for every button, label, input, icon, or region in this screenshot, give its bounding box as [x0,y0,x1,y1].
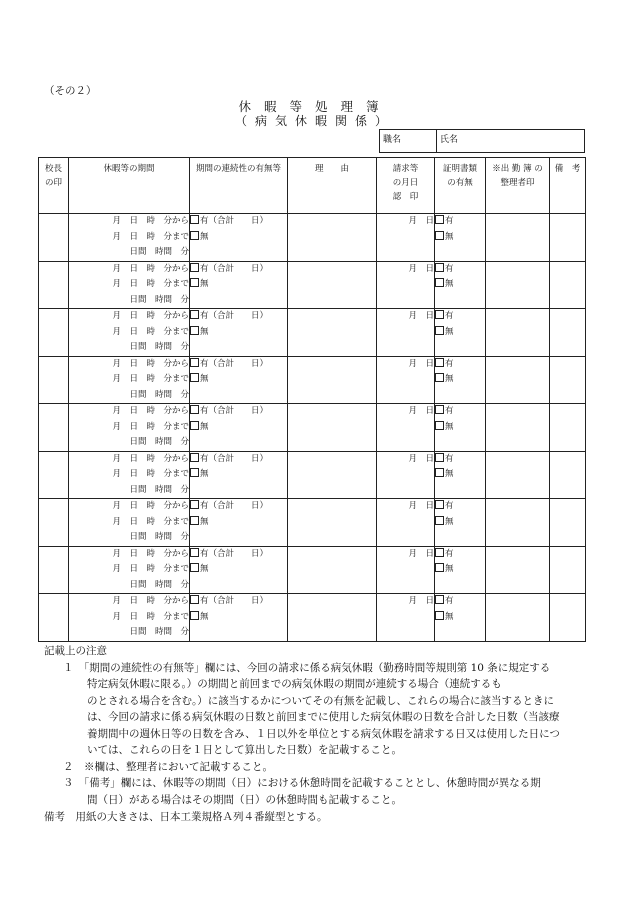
note-line: 間（日）がある場合はその期間（日）の休憩時間も記載すること。 [87,793,402,806]
principal-seal-cell[interactable] [39,404,69,452]
reason-cell[interactable] [288,451,377,499]
checkbox-icon[interactable] [190,405,199,414]
documents-cell: 有 無 [435,214,486,262]
paper-size-remark: 備考 用紙の大きさは、日本工業規格Ａ列４番縦型とする。 [44,811,328,823]
table-row [39,309,586,357]
request-date-cell[interactable]: 月 日 [377,309,435,357]
principal-seal-cell[interactable] [39,261,69,309]
note-line: いては、これらの日を１日として算出した日数）を記載すること。 [87,744,402,756]
header-remarks: 備 考 [550,158,586,214]
request-date-cell[interactable]: 月 日 [377,499,435,547]
checkbox-icon[interactable] [435,516,444,525]
checkbox-icon[interactable] [190,263,199,272]
checkbox-icon[interactable] [435,310,444,319]
checkbox-icon[interactable] [435,358,444,367]
leave-period-cell[interactable]: 月 日 時 分から 月 日 時 分まで 日間 時間 分 [69,499,190,547]
continuity-cell: 有（合計 日） 無 [190,594,288,642]
clerk-seal-cell[interactable] [486,309,550,357]
documents-cell: 有 無 [435,261,486,309]
leave-record-table [38,157,586,642]
header-reason: 理 由 [288,158,377,214]
note-line: は、今回の請求に係る病気休暇の日数と前回までに使用した病気休暇の日数を合計した日数（当該療 [87,711,560,723]
checkbox-icon[interactable] [190,215,199,224]
table-row [39,499,586,547]
reason-cell[interactable] [288,261,377,309]
checkbox-icon[interactable] [190,453,199,462]
leave-period-cell[interactable]: 月 日 時 分から 月 日 時 分まで 日間 時間 分 [69,546,190,594]
checkbox-icon[interactable] [435,326,444,335]
request-date-cell[interactable]: 月 日 [377,594,435,642]
table-row [39,451,586,499]
remarks-cell[interactable] [550,214,586,262]
continuity-cell: 有（合計 日） 無 [190,546,288,594]
checkbox-icon[interactable] [190,548,199,557]
checkbox-icon[interactable] [190,358,199,367]
documents-cell: 有 無 [435,356,486,404]
notes-section [44,643,614,808]
documents-cell: 有 無 [435,451,486,499]
checkbox-icon[interactable] [435,453,444,462]
reason-cell[interactable] [288,214,377,262]
name-field[interactable] [437,130,585,153]
checkbox-icon[interactable] [190,563,199,572]
principal-seal-cell[interactable] [39,356,69,404]
leave-period-cell[interactable]: 月 日 時 分から 月 日 時 分まで 日間 時間 分 [69,404,190,452]
checkbox-icon[interactable] [190,326,199,335]
continuity-cell: 有（合計 日） 無 [190,404,288,452]
request-date-cell[interactable]: 月 日 [377,404,435,452]
continuity-cell: 有（合計 日） 無 [190,451,288,499]
table-row [39,404,586,452]
checkbox-icon[interactable] [190,611,199,620]
checkbox-icon[interactable] [190,595,199,604]
table-row [39,261,586,309]
checkbox-icon[interactable] [435,468,444,477]
header-documents: 証明書類 の有無 [435,158,486,214]
reason-cell[interactable] [288,546,377,594]
clerk-seal-cell[interactable] [486,356,550,404]
job-title-label: 職名 [383,135,402,145]
note-line: ２ ※欄は、整理者において記載すること。 [63,760,273,773]
continuity-cell: 有（合計 日） 無 [190,214,288,262]
checkbox-icon[interactable] [435,595,444,604]
remarks-cell[interactable] [550,546,586,594]
documents-cell: 有 無 [435,404,486,452]
note-line: 特定病気休暇に限る。）の期間と前回までの病気休暇の期間が連続する場合（連続するも [87,678,502,690]
documents-cell: 有 無 [435,546,486,594]
principal-seal-cell[interactable] [39,451,69,499]
header-continuity: 期間の連続性の有無等 [190,158,288,214]
clerk-seal-cell[interactable] [486,404,550,452]
request-date-cell[interactable]: 月 日 [377,214,435,262]
note-line: １ 「期間の連続性の有無等」欄には、今回の請求に係る病気休暇（勤務時間等規則第 10 条に規定する [63,661,551,674]
notes-heading: 記載上の注意 [44,645,107,657]
reason-cell[interactable] [288,594,377,642]
table-row [39,546,586,594]
documents-cell: 有 無 [435,309,486,357]
checkbox-icon[interactable] [435,563,444,572]
document-label: （その２） [44,85,97,97]
page-title: 休暇等処理簿 [238,99,392,114]
remarks-cell[interactable] [550,404,586,452]
clerk-seal-cell[interactable] [486,261,550,309]
leave-period-cell[interactable]: 月 日 時 分から 月 日 時 分まで 日間 時間 分 [69,261,190,309]
remarks-cell[interactable] [550,309,586,357]
page-subtitle: （病気休暇関係） [234,114,395,128]
principal-seal-cell[interactable] [39,546,69,594]
request-date-cell[interactable]: 月 日 [377,546,435,594]
checkbox-icon[interactable] [435,405,444,414]
continuity-cell: 有（合計 日） 無 [190,309,288,357]
checkbox-icon[interactable] [435,548,444,557]
principal-seal-cell[interactable] [39,309,69,357]
checkbox-icon[interactable] [435,231,444,240]
checkbox-icon[interactable] [435,263,444,272]
table-row [39,356,586,404]
remarks-cell[interactable] [550,261,586,309]
table-row [39,214,586,262]
clerk-seal-cell[interactable] [486,594,550,642]
table-row [39,594,586,642]
leave-period-cell[interactable]: 月 日 時 分から 月 日 時 分まで 日間 時間 分 [69,309,190,357]
request-date-cell[interactable]: 月 日 [377,261,435,309]
note-line: 養期間中の週休日等の日数を含み、１日以外を単位とする病気休暇を請求する日又は使用した日につ [87,727,560,740]
leave-period-cell[interactable]: 月 日 時 分から 月 日 時 分まで 日間 時間 分 [69,594,190,642]
leave-period-cell[interactable]: 月 日 時 分から 月 日 時 分まで 日間 時間 分 [69,356,190,404]
reason-cell[interactable] [288,499,377,547]
checkbox-icon[interactable] [190,500,199,509]
leave-period-cell[interactable]: 月 日 時 分から 月 日 時 分まで 日間 時間 分 [69,451,190,499]
request-date-cell[interactable]: 月 日 [377,451,435,499]
employee-info-table [379,129,585,153]
header-period: 休暇等の期間 [69,158,190,214]
checkbox-icon[interactable] [435,373,444,382]
checkbox-icon[interactable] [190,516,199,525]
principal-seal-cell[interactable] [39,594,69,642]
reason-cell[interactable] [288,356,377,404]
checkbox-icon[interactable] [435,215,444,224]
checkbox-icon[interactable] [435,500,444,509]
checkbox-icon[interactable] [190,310,199,319]
note-line: のとされる場合を含む。）に該当するかについてその有無を記載し、これらの場合に該当するときに [87,694,555,707]
remarks-cell[interactable] [550,356,586,404]
principal-seal-cell[interactable] [39,214,69,262]
continuity-cell: 有（合計 日） 無 [190,499,288,547]
continuity-cell: 有（合計 日） 無 [190,261,288,309]
documents-cell: 有 無 [435,499,486,547]
request-date-cell[interactable]: 月 日 [377,356,435,404]
note-line: ３ 「備考」欄には、休暇等の期間（日）における休憩時間を記載することとし、休憩時間が異なる期 [63,777,541,789]
header-request-date: 請求等 の月日 認 印 [377,158,435,214]
checkbox-icon[interactable] [435,611,444,620]
header-principal-seal: 校長 の印 [39,158,69,214]
continuity-cell: 有（合計 日） 無 [190,356,288,404]
principal-seal-cell[interactable] [39,499,69,547]
remarks-cell[interactable] [550,594,586,642]
remarks-cell[interactable] [550,499,586,547]
checkbox-icon[interactable] [435,278,444,287]
leave-period-cell[interactable]: 月 日 時 分から 月 日 時 分まで 日間 時間 分 [69,214,190,262]
job-title-field[interactable] [380,130,437,153]
name-label: 氏名 [440,135,459,145]
remarks-cell[interactable] [550,451,586,499]
checkbox-icon[interactable] [190,421,199,430]
documents-cell: 有 無 [435,594,486,642]
checkbox-icon[interactable] [190,468,199,477]
clerk-seal-cell[interactable] [486,214,550,262]
header-attendance-clerk: ※出 勤 簿 の 整理者印 [486,158,550,214]
clerk-seal-cell[interactable] [486,451,550,499]
reason-cell[interactable] [288,309,377,357]
reason-cell[interactable] [288,404,377,452]
checkbox-icon[interactable] [190,373,199,382]
checkbox-icon[interactable] [190,231,199,240]
clerk-seal-cell[interactable] [486,499,550,547]
checkbox-icon[interactable] [190,278,199,287]
clerk-seal-cell[interactable] [486,546,550,594]
checkbox-icon[interactable] [435,421,444,430]
